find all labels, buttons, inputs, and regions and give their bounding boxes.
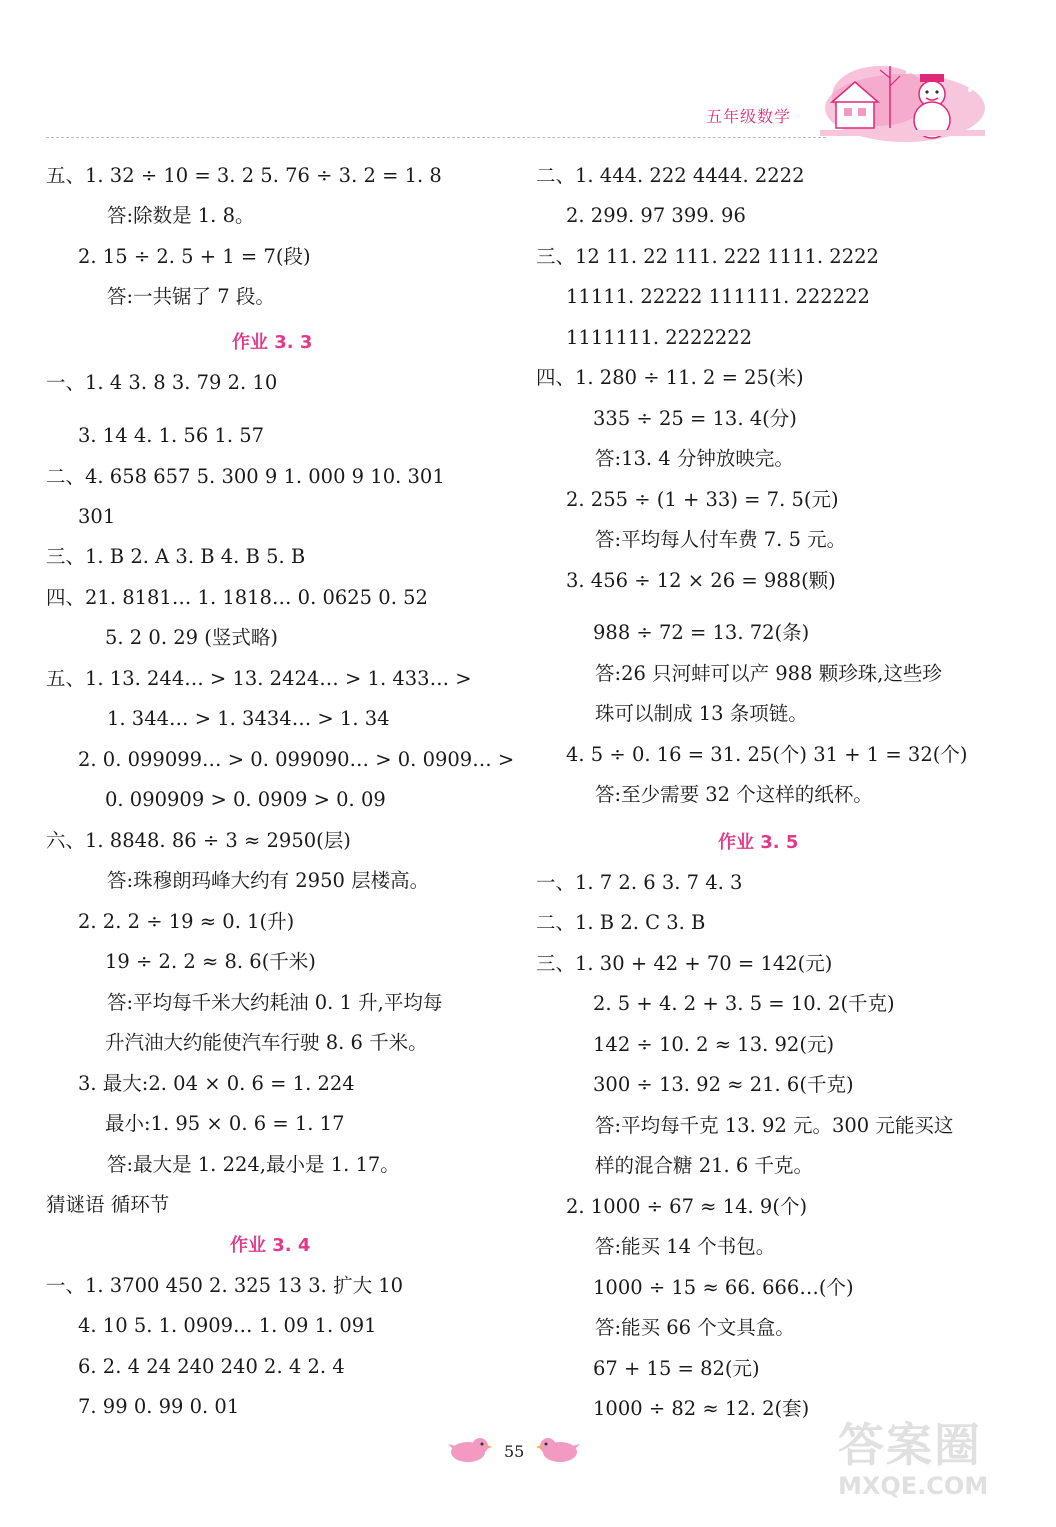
answer-line: 答:平均每千米大约耗油 0. 1 升,平均每	[107, 991, 443, 1014]
answer-line: 答:珠穆朗玛峰大约有 2950 层楼高。	[107, 869, 430, 892]
answer-line: 2. 0. 099099… > 0. 099090… > 0. 0909… >	[78, 748, 515, 771]
header-title: 五年级数学	[706, 107, 792, 126]
answer-line: 一、1. 7 2. 6 3. 7 4. 3	[536, 871, 743, 894]
answer-line: 1. 344… > 1. 3434… > 1. 34	[107, 707, 390, 730]
answer-line: 1111111. 2222222	[566, 326, 753, 349]
answer-line: 答:能买 14 个书包。	[595, 1235, 776, 1258]
answer-line: 3. 最大:2. 04 × 0. 6 = 1. 224	[78, 1072, 355, 1095]
answer-line: 升汽油大约能使汽车行驶 8. 6 千米。	[105, 1031, 428, 1054]
answer-line: 67 + 15 = 82(元)	[593, 1357, 760, 1380]
answer-line: 0. 090909 > 0. 0909 > 0. 09	[105, 788, 386, 811]
answer-line: 答:能买 66 个文具盒。	[595, 1316, 795, 1339]
answer-line: 四、1. 280 ÷ 11. 2 = 25(米)	[536, 366, 804, 389]
snowman-house-illustration	[820, 56, 985, 144]
answer-line: 答:除数是 1. 8。	[107, 204, 255, 227]
answer-line: 六、1. 8848. 86 ÷ 3 ≈ 2950(层)	[46, 829, 351, 852]
answer-line: 答:一共锯了 7 段。	[107, 285, 275, 308]
answer-line: 五、1. 32 ÷ 10 = 3. 2 5. 76 ÷ 3. 2 = 1. 8	[46, 164, 442, 187]
answer-line: 答:最大是 1. 224,最小是 1. 17。	[107, 1153, 400, 1176]
answer-line: 142 ÷ 10. 2 ≈ 13. 92(元)	[593, 1033, 835, 1056]
section-heading: 作业 3. 4	[230, 1235, 311, 1256]
watermark-text: 答案圈	[838, 1418, 982, 1472]
answer-line: 301	[78, 505, 116, 528]
answer-line: 猜谜语 循环节	[46, 1193, 170, 1216]
answer-line: 四、21. 8181… 1. 1818… 0. 0625 0. 52	[46, 586, 428, 609]
answer-line: 2. 15 ÷ 2. 5 + 1 = 7(段)	[78, 245, 311, 268]
answer-line: 二、1. 444. 222 4444. 2222	[536, 164, 805, 187]
answer-line: 19 ÷ 2. 2 ≈ 8. 6(千米)	[105, 950, 316, 973]
answer-line: 2. 1000 ÷ 67 ≈ 14. 9(个)	[566, 1195, 808, 1218]
answer-line: 最小:1. 95 × 0. 6 = 1. 17	[105, 1112, 345, 1135]
answer-line: 3. 14 4. 1. 56 1. 57	[78, 424, 265, 447]
answer-line: 二、1. B 2. C 3. B	[536, 911, 706, 934]
answer-line: 三、12 11. 22 111. 222 1111. 2222	[536, 245, 879, 268]
answer-line: 答:26 只河蚌可以产 988 颗珍珠,这些珍	[595, 662, 942, 685]
answer-line: 7. 99 0. 99 0. 01	[78, 1395, 240, 1418]
answer-line: 答:平均每人付车费 7. 5 元。	[595, 528, 847, 551]
answer-line: 11111. 22222 111111. 222222	[566, 285, 870, 308]
answer-line: 样的混合糖 21. 6 千克。	[595, 1154, 814, 1177]
answer-line: 1000 ÷ 15 ≈ 66. 666…(个)	[593, 1276, 854, 1299]
answer-line: 1000 ÷ 82 ≈ 12. 2(套)	[593, 1397, 810, 1420]
answer-line: 一、1. 4 3. 8 3. 79 2. 10	[46, 371, 278, 394]
answer-line: 4. 5 ÷ 0. 16 = 31. 25(个) 31 + 1 = 32(个)	[566, 743, 968, 766]
answer-line: 335 ÷ 25 = 13. 4(分)	[593, 407, 797, 430]
answer-line: 300 ÷ 13. 92 ≈ 21. 6(千克)	[593, 1073, 854, 1096]
answer-line: 6. 2. 4 24 240 240 2. 4 2. 4	[78, 1355, 345, 1378]
bird-icon	[536, 1434, 580, 1464]
answer-line: 2. 2. 2 ÷ 19 ≈ 0. 1(升)	[78, 910, 295, 933]
watermark	[838, 1418, 988, 1500]
answer-line: 珠可以制成 13 条项链。	[595, 702, 808, 725]
answer-line: 答:平均每千克 13. 92 元。300 元能买这	[595, 1114, 954, 1137]
answer-line: 三、1. 30 + 42 + 70 = 142(元)	[536, 952, 833, 975]
answer-line: 2. 299. 97 399. 96	[566, 204, 746, 227]
answer-line: 答:至少需要 32 个这样的纸杯。	[595, 783, 873, 806]
answer-line: 2. 5 + 4. 2 + 3. 5 = 10. 2(千克)	[593, 992, 895, 1015]
page-number: 55	[504, 1442, 525, 1461]
bird-icon	[448, 1434, 492, 1464]
answer-line: 二、4. 658 657 5. 300 9 1. 000 9 10. 301	[46, 465, 445, 488]
answer-line: 2. 255 ÷ (1 + 33) = 7. 5(元)	[566, 488, 839, 511]
answer-line: 五、1. 13. 244… > 13. 2424… > 1. 433… >	[46, 667, 472, 690]
answer-line: 答:13. 4 分钟放映完。	[595, 447, 794, 470]
answer-line: 一、1. 3700 450 2. 325 13 3. 扩大 10	[46, 1274, 404, 1297]
answer-line: 三、1. B 2. A 3. B 4. B 5. B	[46, 545, 306, 568]
answer-line: 3. 456 ÷ 12 × 26 = 988(颗)	[566, 569, 836, 592]
answer-line: 4. 10 5. 1. 0909… 1. 09 1. 091	[78, 1314, 377, 1337]
answer-line: 988 ÷ 72 = 13. 72(条)	[593, 621, 810, 644]
section-heading: 作业 3. 5	[718, 832, 799, 853]
header-divider	[46, 137, 826, 138]
watermark-url: MXQE.COM	[838, 1472, 989, 1500]
section-heading: 作业 3. 3	[232, 332, 313, 353]
answer-line: 5. 2 0. 29 (竖式略)	[105, 626, 278, 649]
